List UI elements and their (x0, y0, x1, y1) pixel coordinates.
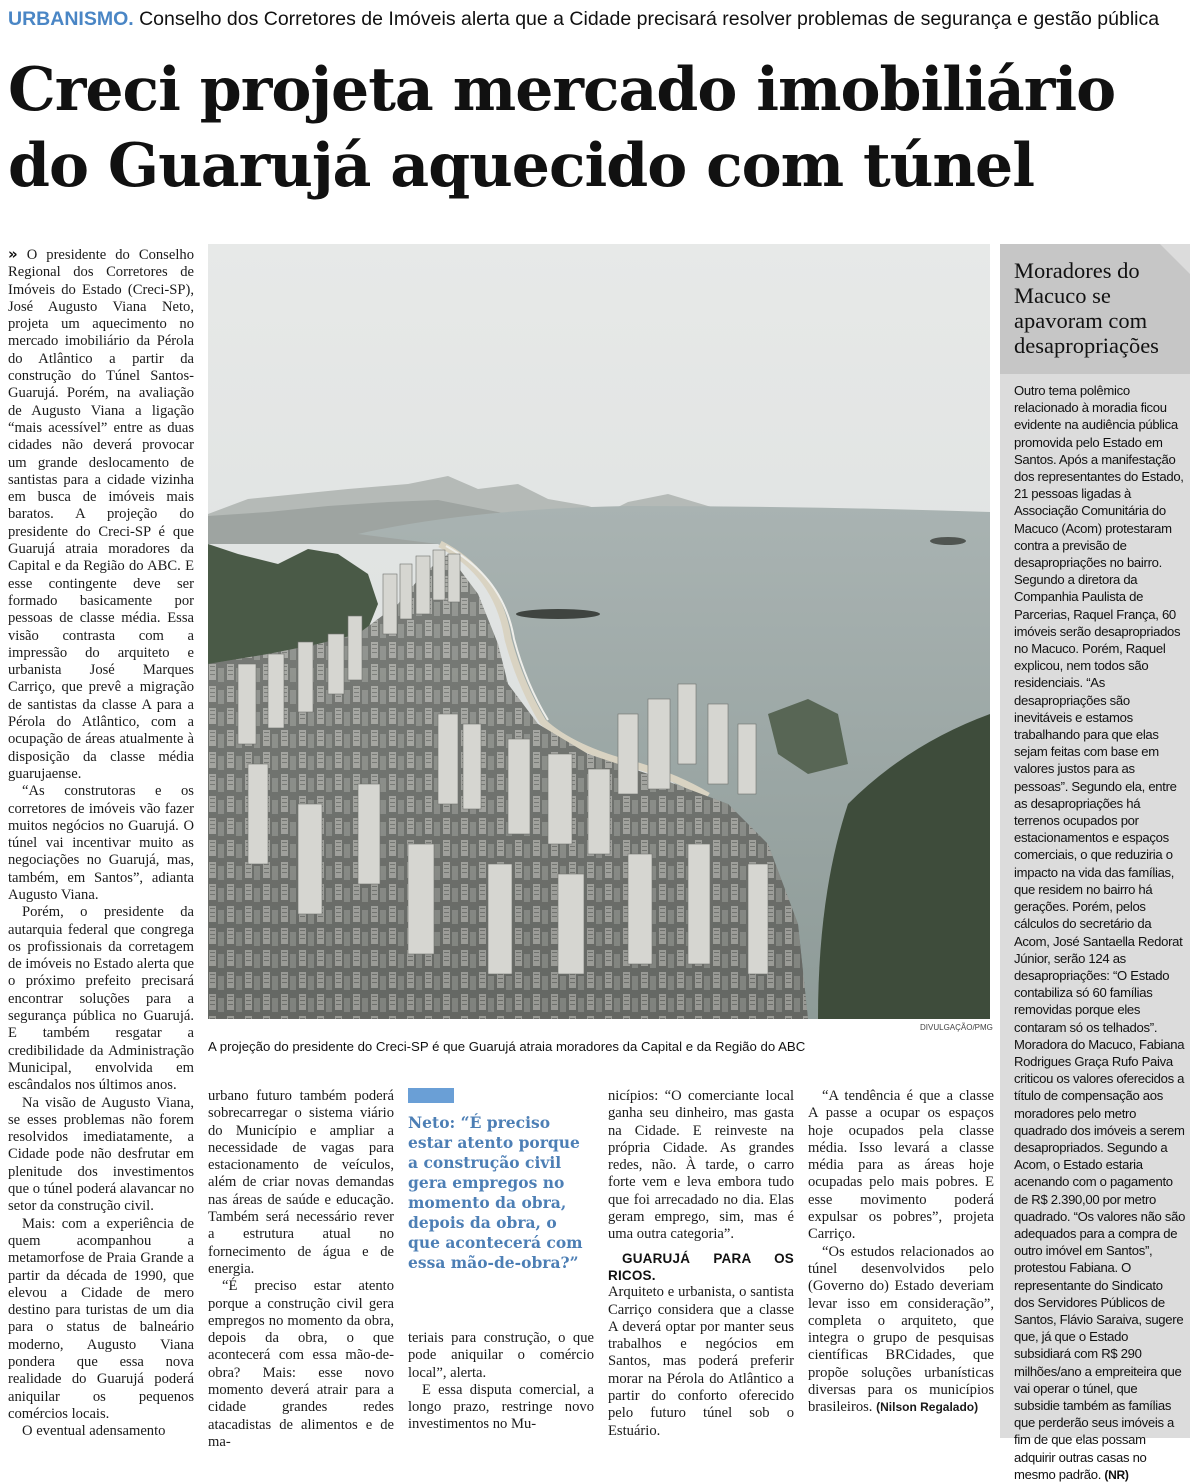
quote-speaker: Neto: (408, 1113, 456, 1132)
pull-quote (408, 1088, 594, 1273)
sidebar-text: Outro tema polêmico relacionado à moradia ficou evidente na audiência pública promovida pelo Estado em Santos. Após a manifestação dos representantes do Estado, 21 pessoas ligadas à Associação Comunitária do Macuco (Acom) protestaram contra a previsão de desapropriações no bairro. Segundo a diretora da Companhia Paulista de Parcerias, Raquel França, 60 imóveis serão desapropriados no Macuco. Porém, Raquel explicou, nem todos são residenciais. “As desapropriações são inevitáveis e estamos trabalhando para que elas sejam feitas com base em valores justos para as pessoas”. Segundo ela, entre as desapropriações há terrenos ocupados por estacionamentos e espaços comerciais, o que reduziria o impacto na vida das famílias, que residem no bairro há gerações. Porém, pelos cálculos do secretário da Acom, José Santaella Redorat Júnior, serão 124 as desapropriações: “O Estado contabiliza só 60 famílias removidas porque eles contaram só os telhados”. Moradora do Macuco, Fabiana Rodrigues Graça Rufo Paiva criticou os valores oferecidos a título de compensação aos moradores pelo metro quadrado dos imóveis a serem desapropriados. Segundo a Acom, o Estado estaria acenando com o pagamento de R$ 2.390,00 por metro quadrado. “Os valores não são adequados para a compra de outro imóvel em Santos”, protestou Fabiana. O representante do Sindicato dos Servidores Públicos de Santos, Flávio Saraiva, sugere que, já que o Estado subsidiará com R$ 290 milhões/ano a empreiteira que vai operar o túnel, que subsidie também as famílias que perderão seus imóveis a fim de que elas possam adquirir outras casas no mesmo padrão. (1014, 383, 1186, 1482)
paragraph: O eventual adensamento (22, 1423, 166, 1440)
kicker-subtitle: Conselho dos Corretores de Imóveis alerta que a Cidade precisará resolver problemas de segurança e gestão pública (139, 8, 1160, 30)
quote-accent-bar (408, 1088, 454, 1103)
paragraph: Porém, o presidente da autarquia federal que congrega os profissionais da corretagem de imóveis no Estado alerta que o próximo prefeito precisará encontrar soluções para a segurança pública no Guarujá. E também resgatar a credibilidade da Administração Municipal, envolvida em escândalos nos últimos anos. (8, 904, 195, 1094)
paragraph: “É preciso estar atento porque a construção civil gera empregos no momento da obra, depois da obra, o que acontecerá com essa mão-de-obra? Mais: esse novo momento deverá atrair para a cidade grandes redes atacadistas de alimentos e de ma- (208, 1278, 394, 1450)
quote-body: “É preciso estar atento porque a construção civil gera empregos no momento da obra, depois da obra, o que acontecerá com essa mão-de-obra?” (408, 1113, 583, 1272)
sidebar-body (1014, 382, 1186, 1484)
article-column-5 (808, 1088, 994, 1417)
headline (8, 52, 1186, 204)
section-subhead: GUARUJÁ PARA OS RICOS. (608, 1250, 794, 1283)
paragraph: Arquiteto e urbanista, o santista Carriço considera que a classe A deverá optar por manter seus trabalhos e negócios em Santos, mas poderá preferir morar na Pérola do Atlântico a partir do conforto oferecido pelo futuro túnel sob o Estuário. (608, 1284, 794, 1439)
pull-quote-text (408, 1113, 594, 1273)
paragraph: Na visão de Augusto Viana, se esses problemas não forem resolvidos imediatamente, a Cidade pode não desfrutar em plenitude dos investimentos que o túnel poderá alavancar no setor da construção civil. (8, 1094, 194, 1215)
paragraph: urbano futuro também poderá sobrecarregar o sistema viário do Município e ampliar a necessidade de vagas para estacionamento de veículos, além de criar novas demandas nas áreas de saúde e educação. Também será necessário rever a estrutura atual no fornecimento de água e de energia. (208, 1088, 394, 1277)
sidebar-signature: (NR) (1104, 1467, 1129, 1482)
chevron-bullet-icon: » (8, 245, 18, 263)
sidebar-box (1000, 244, 1190, 1482)
lead-paragraph (8, 246, 194, 783)
paragraph-text: “Os estudos relacionados ao túnel desenvolvidos pelo (Governo do) Estado deveriam levar isso em consideração”, completa o arquiteto, que integra o grupo de pesquisas científicas BRCidades, que propõe soluções urbanísticas diversas para os municípios brasileiros. (808, 1243, 994, 1416)
paragraph: teriais para construção, o que pode aniquilar o comércio local”, alerta. (408, 1330, 594, 1381)
author-signature: (Nilson Regalado) (876, 1400, 979, 1415)
headline-line-1: Creci projeta mercado imobiliário (8, 55, 1116, 125)
article-column-3 (408, 1330, 594, 1434)
paragraph (808, 1244, 994, 1417)
paragraph: “A tendência é que a classe A passe a ocupar os espaços hoje ocupados pela classe média. Isso levará a classe média para as áreas hoje ocupadas pelo mais pobres. E esse movimento poderá expulsar os pobres”, projeta Carriço. (808, 1088, 994, 1243)
article-column-2 (208, 1088, 394, 1451)
kicker-line (8, 6, 1186, 32)
city-bay-illustration (208, 244, 990, 1019)
aerial-photo-guaruja (208, 244, 990, 1019)
paragraph: nicípios: “O comerciante local ganha seu dinheiro, mas gasta na Cidade. E reinveste na própria Cidade. As grandes redes, não. À tarde, o carro forte vem e leva embora tudo que foi arrecadado no dia. Elas geram emprego, sim, mas é uma outra categoria”. (608, 1088, 794, 1243)
article-column-4 (608, 1088, 794, 1440)
article-column-1 (8, 246, 194, 1440)
photo-caption: A projeção do presidente do Creci-SP é que Guarujá atraia moradores da Capital e da Região do ABC (208, 1039, 806, 1054)
paragraph-text: O presidente do Conselho Regional dos Corretores de Imóveis do Estado (Creci-SP), José Augusto Viana Neto, projeta um aquecimento no mercado imobiliário da Pérola do Atlântico a partir da construção do Túnel Santos-Guarujá. Porém, na avaliação de Augusto Viana a ligação “mais acessível” entre as duas cidades não deverá provocar um grande deslocamento de santistas para a cidade vizinha em busca de imóveis mais baratos. A projeção do presidente do Creci-SP é que Guarujá atraia moradores da Capital e da Região do ABC. E esse contingente deve ser formado basicamente por pessoas de classe média. Essa visão contrasta com a impressão do arquiteto e urbanista José Marques Carriço, que prevê a migração de santistas da classe A para a Pérola do Atlântico, com a ocupação de áreas atualmente à disposição da classe média guarujaense. (8, 247, 194, 782)
sidebar-title: Moradores do Macuco se apavoram com desapropriações (1014, 258, 1159, 358)
photo-credit: DIVULGAÇÃO/PMG (920, 1023, 993, 1032)
paragraph: Mais: com a experiência de quem acompanhou a metamorfose de Praia Grande a partir da década de 1990, que elevou a Cidade de mero destino para turistas de um dia para o status de balneário moderno, Augusto Viana pondera que essa nova realidade do Guarujá poderá aniquilar os pequenos comércios locais. (8, 1215, 194, 1422)
paragraph: “As construtoras e os corretores de imóveis vão fazer muitos negócios no Guarujá. O túnel vai incentivar muito as negociações no Guarujá, mas, também, em Santos”, adianta Augusto Viana. (8, 783, 194, 903)
headline-line-2: do Guarujá aquecido com túnel (8, 131, 1034, 201)
paragraph: E essa disputa comercial, a longo prazo, restringe novo investimentos no Mu- (408, 1381, 594, 1433)
section-label: URBANISMO. (8, 8, 134, 30)
